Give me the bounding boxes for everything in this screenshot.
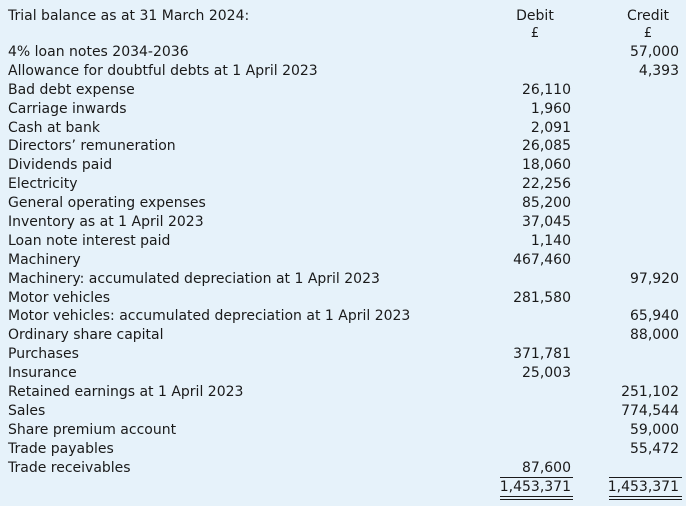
- row-debit-value: 467,460: [513, 251, 571, 268]
- row-debit-value: 2,091: [530, 119, 571, 136]
- debit-total: 1,453,371: [499, 479, 571, 495]
- table-row: [0, 270, 686, 289]
- table-row: [0, 81, 686, 100]
- debit-currency: £: [530, 26, 540, 41]
- row-label: Carriage inwards: [8, 100, 127, 117]
- row-label: Bad debt expense: [8, 81, 135, 98]
- table-row: [0, 345, 686, 364]
- table-row: [0, 307, 686, 326]
- row-debit-value: 87,600: [522, 459, 571, 476]
- table-row: [0, 194, 686, 213]
- row-label: Dividends paid: [8, 157, 113, 174]
- row-debit-value: 1,960: [530, 100, 571, 117]
- row-label: Trade receivables: [8, 459, 131, 476]
- table-row: [0, 175, 686, 194]
- row-debit-value: 22,256: [522, 176, 571, 193]
- table-row: [0, 402, 686, 421]
- row-credit-value: 59,000: [630, 421, 679, 438]
- row-credit-value: 774,544: [621, 402, 679, 419]
- row-label: Retained earnings at 1 April 2023: [8, 384, 244, 401]
- table-row: [0, 213, 686, 232]
- row-label: Allowance for doubtful debts at 1 April 2023: [8, 62, 318, 79]
- table-row: [0, 251, 686, 270]
- debit-total-double-rule-top: [500, 496, 573, 497]
- table-row: [0, 119, 686, 138]
- row-debit-value: 371,781: [513, 346, 571, 363]
- debit-header-label: Debit: [516, 8, 554, 24]
- row-label: Inventory as at 1 April 2023: [8, 214, 204, 231]
- credit-total-double-rule-top: [609, 496, 682, 497]
- row-debit-value: 26,085: [522, 138, 571, 155]
- row-credit-value: 4,393: [638, 62, 679, 79]
- row-credit-value: 65,940: [630, 308, 679, 325]
- row-debit-value: 281,580: [513, 289, 571, 306]
- table-row: [0, 156, 686, 175]
- row-label: Motor vehicles: accumulated depreciation at 1 April 2023: [8, 308, 411, 325]
- row-label: Ordinary share capital: [8, 327, 164, 344]
- table-row: [0, 43, 686, 62]
- table-row: [0, 383, 686, 402]
- table-row: [0, 100, 686, 119]
- table-row: [0, 440, 686, 459]
- row-label: Machinery: [8, 251, 81, 268]
- table-row: [0, 421, 686, 440]
- trial-balance-rows: [0, 43, 686, 477]
- row-debit-value: 25,003: [522, 365, 571, 382]
- row-label: Loan note interest paid: [8, 232, 171, 249]
- debit-column-header: [500, 8, 570, 41]
- row-credit-value: 88,000: [630, 327, 679, 344]
- table-row: [0, 62, 686, 81]
- row-label: Electricity: [8, 176, 78, 193]
- row-label: Share premium account: [8, 421, 177, 438]
- row-label: Trade payables: [8, 440, 114, 457]
- table-row: [0, 289, 686, 308]
- page-title: Trial balance as at 31 March 2024:: [8, 8, 250, 24]
- table-row: [0, 137, 686, 156]
- row-debit-value: 85,200: [522, 195, 571, 212]
- table-row: [0, 326, 686, 345]
- row-label: Motor vehicles: [8, 289, 111, 306]
- credit-total: 1,453,371: [607, 479, 679, 495]
- row-label: Sales: [8, 402, 46, 419]
- row-label: Purchases: [8, 346, 79, 363]
- row-label: Directors’ remuneration: [8, 138, 176, 155]
- row-label: General operating expenses: [8, 195, 206, 212]
- credit-currency: £: [643, 26, 653, 41]
- row-credit-value: 55,472: [630, 440, 679, 457]
- table-row: [0, 232, 686, 251]
- table-row: [0, 459, 686, 478]
- row-label: Machinery: accumulated depreciation at 1 April 2023: [8, 270, 380, 287]
- credit-column-header: [608, 8, 686, 41]
- row-debit-value: 1,140: [530, 232, 571, 249]
- row-credit-value: 57,000: [630, 44, 679, 60]
- row-credit-value: 97,920: [630, 270, 679, 287]
- row-debit-value: 26,110: [522, 81, 571, 98]
- debit-total-double-rule-bottom: [500, 499, 573, 500]
- row-label: Cash at bank: [8, 119, 100, 136]
- credit-header-label: Credit: [626, 8, 670, 24]
- row-debit-value: 18,060: [522, 157, 571, 174]
- row-debit-value: 37,045: [522, 214, 571, 231]
- credit-total-double-rule-bottom: [609, 499, 682, 500]
- row-label: Insurance: [8, 365, 77, 382]
- row-label: 4% loan notes 2034-2036: [8, 44, 189, 60]
- table-row: [0, 364, 686, 383]
- row-credit-value: 251,102: [621, 384, 679, 401]
